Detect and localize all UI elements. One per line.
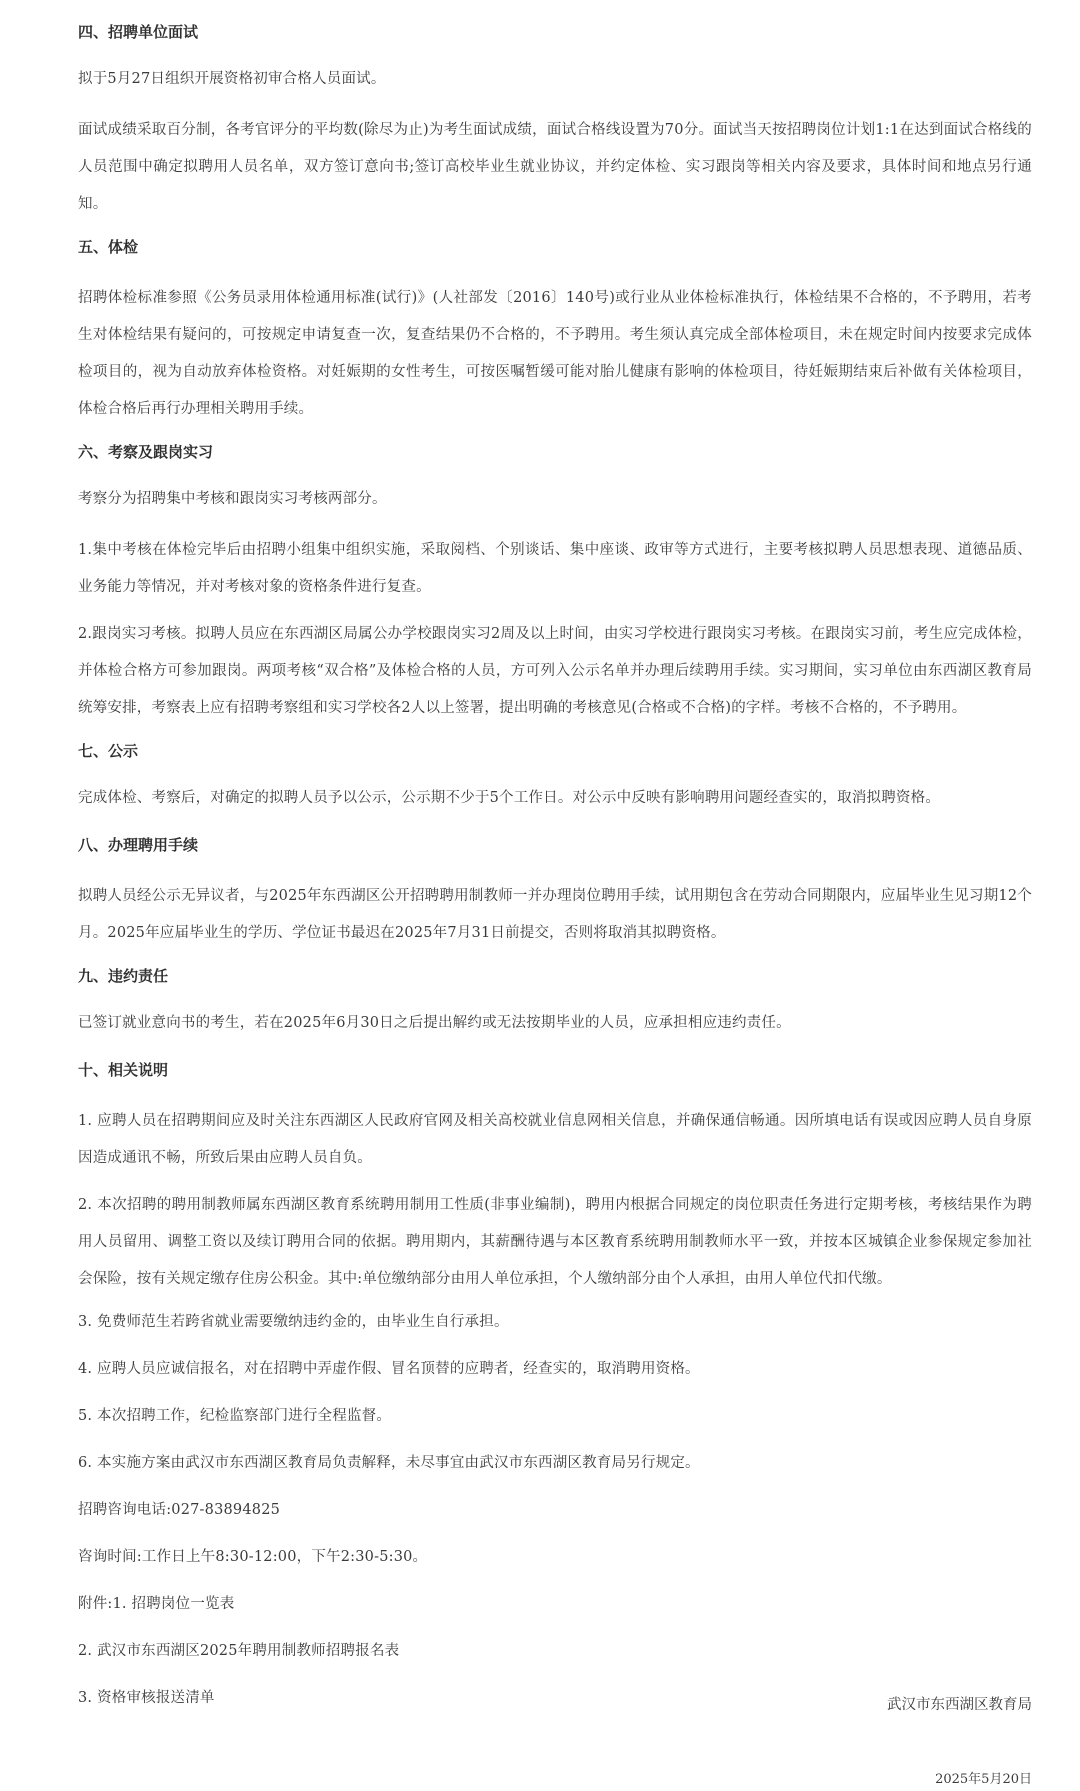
section-heading: 四、招聘单位面试: [78, 23, 199, 41]
paragraph: 拟聘人员经公示无异议者，与2025年东西湖区公开招聘聘用制教师一并办理岗位聘用手续，试用期包含在劳动合同期限内，应届毕业生见习期12个月。2025年应届毕业生的学历、学位证书最迟在2025年7月31日前提交，否则将取消其拟聘资格。: [78, 888, 1032, 941]
paragraph: 已签订就业意向书的考生，若在2025年6月30日之后提出解约或无法按期毕业的人员，应承担相应违约责任。: [78, 1015, 791, 1031]
paragraph: 6. 本实施方案由武汉市东西湖区教育局负责解释，未尽事宜由武汉市东西湖区教育局另行规定。: [78, 1455, 700, 1471]
section-heading: 五、体检: [78, 238, 139, 256]
contact-hours: 咨询时间:工作日上午8:30-12:00，下午2:30-5:30。: [78, 1549, 428, 1565]
section-heading: 六、考察及跟岗实习: [78, 443, 214, 461]
document-body: [78, 18, 1032, 1731]
contact-phone: 招聘咨询电话:027-83894825: [78, 1502, 281, 1518]
paragraph: 3. 免费师范生若跨省就业需要缴纳违约金的，由毕业生自行承担。: [78, 1314, 509, 1330]
paragraph: 完成体检、考察后，对确定的拟聘人员予以公示，公示期不少于5个工作日。对公示中反映有影响聘用问题经查实的，取消拟聘资格。: [78, 790, 941, 806]
section-heading: 七、公示: [78, 742, 139, 760]
paragraph: 4. 应聘人员应诚信报名，对在招聘中弄虚作假、冒名顶替的应聘者，经查实的，取消聘用资格。: [78, 1361, 700, 1377]
paragraph: 2. 本次招聘的聘用制教师属东西湖区教育系统聘用制用工性质(非事业编制)，聘用内根据合同规定的岗位职责任务进行定期考核，考核结果作为聘用人员留用、调整工资以及续订聘用合同的依据。聘用期内，其薪酬待遇与本区教育系统聘用制教师水平一致，并按本区城镇企业参保规定参加社会保险，按有关规定缴存住房公积金。其中:单位缴纳部分由用人单位承担，个人缴纳部分由个人承担，由用人单位代扣代缴。: [78, 1197, 1032, 1287]
paragraph: 招聘体检标准参照《公务员录用体检通用标准(试行)》(人社部发〔2016〕140号)或行业从业体检标准执行，体检结果不合格的，不予聘用，若考生对体检结果有疑问的，可按规定申请复查一次，复查结果仍不合格的，不予聘用。考生须认真完成全部体检项目，未在规定时间内按要求完成体检项目的，视为自动放弃体检资格。对妊娠期的女性考生，可按医嘱暂缓可能对胎儿健康有影响的体检项目，待妊娠期结束后补做有关体检项目，体检合格后再行办理相关聘用手续。: [78, 290, 1032, 417]
section-heading: 十、相关说明: [78, 1061, 169, 1079]
attachment-item: 2. 武汉市东西湖区2025年聘用制教师招聘报名表: [78, 1643, 400, 1659]
paragraph: 1. 应聘人员在招聘期间应及时关注东西湖区人民政府官网及相关高校就业信息网相关信息，并确保通信畅通。因所填电话有误或因应聘人员自身原因造成通讯不畅，所致后果由应聘人员自负。: [78, 1113, 1032, 1166]
paragraph: 考察分为招聘集中考核和跟岗实习考核两部分。: [78, 491, 387, 507]
attachment-item: 附件:1. 招聘岗位一览表: [78, 1596, 235, 1612]
paragraph: 1.集中考核在体检完毕后由招聘小组集中组织实施，采取阅档、个别谈话、集中座谈、政审等方式进行，主要考核拟聘人员思想表现、道德品质、业务能力等情况，并对考核对象的资格条件进行复查。: [78, 542, 1032, 595]
section-heading: 九、违约责任: [78, 967, 169, 985]
section-heading: 八、办理聘用手续: [78, 836, 199, 854]
paragraph: 2.跟岗实习考核。拟聘人员应在东西湖区局属公办学校跟岗实习2周及以上时间，由实习学校进行跟岗实习考核。在跟岗实习前，考生应完成体检，并体检合格方可参加跟岗。两项考核“双合格”及体检合格的人员，方可列入公示名单并办理后续聘用手续。实习期间，实习单位由东西湖区教育局统筹安排，考察表上应有招聘考察组和实习学校各2人以上签署，提出明确的考核意见(合格或不合格)的字样。考核不合格的，不予聘用。: [78, 626, 1032, 716]
paragraph: 5. 本次招聘工作，纪检监察部门进行全程监督。: [78, 1408, 392, 1424]
signature-date: 2025年5月20日: [935, 1772, 1032, 1787]
attachment-item: 3. 资格审核报送清单: [78, 1690, 215, 1706]
signature-organization: 武汉市东西湖区教育局: [887, 1697, 1032, 1713]
paragraph: 面试成绩采取百分制，各考官评分的平均数(除尽为止)为考生面试成绩，面试合格线设置为70分。面试当天按招聘岗位计划1:1在达到面试合格线的人员范围中确定拟聘用人员名单，双方签订意向书;签订高校毕业生就业协议，并约定体检、实习跟岗等相关内容及要求，具体时间和地点另行通知。: [78, 122, 1032, 212]
paragraph: 拟于5月27日组织开展资格初审合格人员面试。: [78, 71, 386, 87]
